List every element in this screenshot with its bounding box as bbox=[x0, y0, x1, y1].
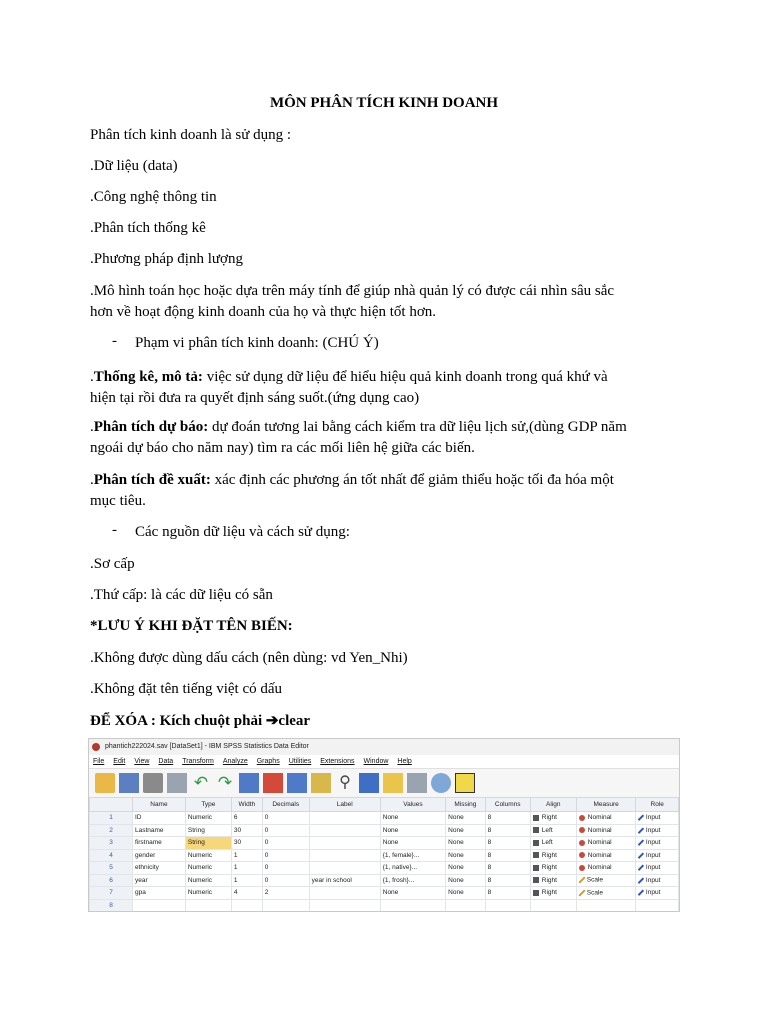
cell-type[interactable] bbox=[185, 837, 231, 850]
cell-missing[interactable] bbox=[446, 812, 485, 825]
delete-heading: ĐỂ XÓA : Kích chuột phải ➔clear bbox=[90, 713, 311, 729]
cell-measure[interactable] bbox=[576, 874, 636, 887]
input-arrow-icon bbox=[638, 852, 644, 858]
cell-type[interactable] bbox=[185, 887, 231, 900]
cell-text: ID bbox=[135, 814, 142, 822]
menu-window[interactable]: Window bbox=[363, 758, 389, 765]
cell-values[interactable] bbox=[380, 887, 445, 900]
split-file-icon[interactable] bbox=[383, 773, 403, 793]
cell-role[interactable] bbox=[636, 824, 679, 837]
cell-values[interactable] bbox=[380, 812, 445, 825]
note-heading: *LƯU Ý KHI ĐẶT TÊN BIẾN: bbox=[90, 618, 293, 634]
menu-graphs[interactable]: Graphs bbox=[256, 758, 280, 765]
cell-text: Nominal bbox=[587, 851, 612, 859]
cell-measure[interactable] bbox=[576, 899, 636, 912]
cell-text: Right bbox=[541, 889, 557, 897]
cell-text: 0 bbox=[264, 826, 269, 834]
nominal-icon bbox=[579, 815, 585, 821]
cell-name[interactable] bbox=[133, 874, 186, 887]
cell-role[interactable] bbox=[636, 874, 679, 887]
cell-decimals[interactable] bbox=[262, 837, 309, 850]
cell-align[interactable] bbox=[530, 887, 576, 900]
prop-label: Phân tích đề xuất: bbox=[93, 472, 211, 488]
cell-text: 1 bbox=[233, 876, 238, 884]
cell-columns[interactable] bbox=[485, 862, 530, 875]
cell-missing[interactable] bbox=[446, 887, 485, 900]
cell-text: Input bbox=[645, 814, 661, 822]
cell-label[interactable] bbox=[309, 812, 380, 825]
cell-role[interactable] bbox=[636, 837, 679, 850]
cell-text: 8 bbox=[487, 826, 492, 834]
cell-missing[interactable] bbox=[446, 899, 485, 912]
prop-text: xác định các phương án tốt nhất để giảm thiểu hoặc tối đa hóa một bbox=[210, 472, 614, 488]
cell-decimals[interactable] bbox=[262, 824, 309, 837]
menu-transform[interactable]: Transform bbox=[182, 758, 214, 765]
paragraph-line bbox=[90, 366, 608, 388]
row-number[interactable]: 7 bbox=[90, 887, 133, 900]
cell-measure[interactable] bbox=[576, 824, 636, 837]
cell-text: Right bbox=[541, 864, 557, 872]
cell-text: 30 bbox=[233, 826, 242, 834]
paragraph-line: hiện tại rồi đưa ra quyết định sáng suốt.(ứng dụng cao) bbox=[90, 390, 420, 406]
cell-values[interactable] bbox=[380, 837, 445, 850]
cell-text: 8 bbox=[487, 814, 492, 822]
cell-name[interactable] bbox=[133, 837, 186, 850]
cell-measure[interactable] bbox=[576, 849, 636, 862]
cell-measure[interactable] bbox=[576, 837, 636, 850]
cell-width[interactable] bbox=[231, 887, 262, 900]
cell-text: Nominal bbox=[587, 864, 612, 872]
column-header[interactable]: Columns bbox=[485, 798, 530, 812]
menu-bar bbox=[89, 755, 679, 769]
cell-width[interactable] bbox=[231, 849, 262, 862]
column-header[interactable]: Values bbox=[380, 798, 445, 812]
table-row[interactable] bbox=[90, 812, 679, 825]
align-icon bbox=[533, 815, 539, 821]
column-header[interactable]: Type bbox=[185, 798, 231, 812]
cell-columns[interactable] bbox=[485, 887, 530, 900]
cell-text: Input bbox=[645, 864, 661, 872]
cell-text: None bbox=[448, 876, 464, 884]
cell-text: year in school bbox=[311, 876, 352, 884]
cell-text: 1 bbox=[233, 864, 238, 872]
cell-columns[interactable] bbox=[485, 874, 530, 887]
go-to-variable-icon[interactable] bbox=[263, 773, 283, 793]
bullet-dash: - bbox=[112, 333, 117, 349]
cell-align[interactable] bbox=[530, 899, 576, 912]
column-header[interactable]: Align bbox=[530, 798, 576, 812]
cell-columns[interactable] bbox=[485, 824, 530, 837]
spss-app-icon bbox=[92, 743, 100, 751]
undo-icon[interactable]: ↶ bbox=[193, 773, 209, 792]
cell-name[interactable] bbox=[133, 899, 186, 912]
cell-label[interactable] bbox=[309, 862, 380, 875]
table-row[interactable] bbox=[90, 874, 679, 887]
cell-values[interactable] bbox=[380, 849, 445, 862]
nominal-icon bbox=[579, 865, 585, 871]
cell-text: String bbox=[187, 826, 205, 834]
spss-screenshot bbox=[88, 738, 680, 912]
row-number[interactable]: 8 bbox=[90, 899, 133, 912]
open-folder-icon[interactable] bbox=[95, 773, 115, 793]
cell-values[interactable] bbox=[380, 899, 445, 912]
sources-heading: Các nguồn dữ liệu và cách sử dụng: bbox=[135, 524, 350, 540]
window-titlebar bbox=[89, 739, 679, 755]
cell-width[interactable] bbox=[231, 862, 262, 875]
corner-cell bbox=[90, 798, 133, 812]
cell-align[interactable] bbox=[530, 874, 576, 887]
desc-text: việc sử dụng dữ liệu để hiểu hiệu quả kinh doanh trong quá khứ và bbox=[202, 369, 608, 385]
cell-text: Input bbox=[645, 839, 661, 847]
table-row[interactable] bbox=[90, 887, 679, 900]
cell-label[interactable] bbox=[309, 899, 380, 912]
find-icon[interactable] bbox=[311, 773, 331, 793]
cell-text: 4 bbox=[233, 889, 238, 897]
cell-text: 30 bbox=[233, 839, 242, 847]
cell-width[interactable] bbox=[231, 899, 262, 912]
bullet-dash: - bbox=[112, 522, 117, 538]
cell-text: 0 bbox=[264, 851, 269, 859]
cell-text: {1, female}... bbox=[382, 851, 420, 859]
use-variable-sets-icon[interactable] bbox=[455, 773, 475, 793]
cell-missing[interactable] bbox=[446, 874, 485, 887]
paragraph-line: hơn về hoạt động kinh doanh của họ và thực hiện tốt hơn. bbox=[90, 304, 437, 320]
list-item: .Phân tích thống kê bbox=[90, 220, 206, 236]
cell-role[interactable] bbox=[636, 849, 679, 862]
menu-file[interactable]: File bbox=[93, 758, 105, 765]
paragraph-line bbox=[90, 469, 614, 491]
cell-text: year bbox=[135, 876, 148, 884]
column-header[interactable]: Role bbox=[636, 798, 679, 812]
cell-text: Numeric bbox=[187, 889, 213, 897]
cell-values[interactable] bbox=[380, 862, 445, 875]
cell-text: None bbox=[448, 839, 464, 847]
cell-text: Scale bbox=[586, 889, 604, 897]
cell-columns[interactable] bbox=[485, 899, 530, 912]
cell-missing[interactable] bbox=[446, 824, 485, 837]
cell-role[interactable] bbox=[636, 812, 679, 825]
cell-text: Input bbox=[645, 826, 661, 834]
cell-text: None bbox=[382, 839, 399, 847]
cell-width[interactable] bbox=[231, 812, 262, 825]
nominal-icon bbox=[579, 852, 585, 858]
column-header[interactable]: Name bbox=[133, 798, 186, 812]
cell-decimals[interactable] bbox=[262, 874, 309, 887]
cell-text: Numeric bbox=[187, 814, 213, 822]
list-item: .Phương pháp định lượng bbox=[90, 251, 243, 267]
cell-text: None bbox=[448, 864, 464, 872]
row-number[interactable]: 3 bbox=[90, 837, 133, 850]
print-icon[interactable] bbox=[143, 773, 163, 793]
cell-text: 8 bbox=[487, 851, 492, 859]
cell-measure[interactable] bbox=[576, 862, 636, 875]
cell-name[interactable] bbox=[133, 887, 186, 900]
desc-prefix: . bbox=[90, 369, 94, 385]
paragraph-line: ngoái dự báo cho năm nay) tìm ra các mối liên hệ giữa các biến. bbox=[90, 440, 475, 456]
cell-text: Nominal bbox=[587, 839, 612, 847]
row-number[interactable]: 2 bbox=[90, 824, 133, 837]
cell-text: String bbox=[187, 839, 205, 847]
cell-type[interactable] bbox=[185, 874, 231, 887]
recall-dialog-icon[interactable] bbox=[167, 773, 187, 793]
align-icon bbox=[533, 840, 539, 846]
cell-text: None bbox=[382, 814, 399, 822]
cell-text: Right bbox=[541, 851, 557, 859]
cell-align[interactable] bbox=[530, 812, 576, 825]
cell-decimals[interactable] bbox=[262, 812, 309, 825]
cell-text: Input bbox=[645, 851, 661, 859]
toolbar bbox=[89, 769, 679, 798]
cell-text: 8 bbox=[487, 889, 492, 897]
menu-analyze[interactable]: Analyze bbox=[222, 758, 248, 765]
cell-text: Scale bbox=[586, 876, 604, 884]
cell-text: None bbox=[382, 826, 399, 834]
list-item: .Sơ cấp bbox=[90, 556, 135, 572]
menu-view[interactable]: View bbox=[134, 758, 150, 765]
cell-values[interactable] bbox=[380, 824, 445, 837]
cell-label[interactable] bbox=[309, 874, 380, 887]
cell-name[interactable] bbox=[133, 812, 186, 825]
value-labels-icon[interactable] bbox=[431, 773, 451, 793]
cell-decimals[interactable] bbox=[262, 862, 309, 875]
pred-label: Phân tích dự báo: bbox=[93, 419, 209, 435]
cell-text: Left bbox=[541, 826, 553, 834]
row-number[interactable]: 1 bbox=[90, 812, 133, 825]
cell-text: Left bbox=[541, 839, 553, 847]
list-item: .Dữ liệu (data) bbox=[90, 158, 178, 174]
cell-width[interactable] bbox=[231, 824, 262, 837]
cell-role[interactable] bbox=[636, 887, 679, 900]
cell-role[interactable] bbox=[636, 862, 679, 875]
cell-text: Nominal bbox=[587, 826, 612, 834]
row-number[interactable]: 6 bbox=[90, 874, 133, 887]
input-arrow-icon bbox=[638, 827, 644, 833]
list-item: .Công nghệ thông tin bbox=[90, 189, 217, 205]
row-number[interactable]: 5 bbox=[90, 862, 133, 875]
ruler-icon bbox=[578, 889, 585, 896]
cell-text: 8 bbox=[487, 839, 492, 847]
cell-text: None bbox=[448, 889, 464, 897]
cell-text: 1 bbox=[233, 851, 238, 859]
paragraph-line bbox=[90, 416, 627, 438]
redo-icon[interactable]: ↷ bbox=[217, 773, 233, 792]
cell-text: None bbox=[382, 889, 399, 897]
align-icon bbox=[533, 890, 539, 896]
cell-text: 0 bbox=[264, 839, 269, 847]
insert-cases-icon[interactable] bbox=[359, 773, 379, 793]
cell-decimals[interactable] bbox=[262, 899, 309, 912]
list-item: .Thứ cấp: là các dữ liệu có sẵn bbox=[90, 587, 273, 603]
cell-values[interactable] bbox=[380, 874, 445, 887]
scope-heading: Phạm vi phân tích kinh doanh: (CHÚ Ý) bbox=[135, 335, 379, 351]
cell-columns[interactable] bbox=[485, 837, 530, 850]
cell-missing[interactable] bbox=[446, 849, 485, 862]
variable-view-grid bbox=[89, 797, 679, 912]
cell-text: 0 bbox=[264, 814, 269, 822]
input-arrow-icon bbox=[638, 890, 644, 896]
go-to-case-icon[interactable] bbox=[239, 773, 259, 793]
cell-measure[interactable] bbox=[576, 812, 636, 825]
cell-align[interactable] bbox=[530, 824, 576, 837]
cell-text: gender bbox=[135, 851, 156, 859]
cell-text: Right bbox=[541, 876, 557, 884]
column-header[interactable]: Measure bbox=[576, 798, 636, 812]
input-arrow-icon bbox=[638, 877, 644, 883]
cell-columns[interactable] bbox=[485, 849, 530, 862]
cell-type[interactable] bbox=[185, 824, 231, 837]
input-arrow-icon bbox=[638, 865, 644, 871]
table-row[interactable] bbox=[90, 862, 679, 875]
column-header[interactable]: Decimals bbox=[262, 798, 309, 812]
cell-text: {1, native}... bbox=[382, 864, 418, 872]
menu-edit[interactable]: Edit bbox=[113, 758, 126, 765]
window-title: phantich222024.sav [DataSet1] - IBM SPSS Statistics Data Editor bbox=[105, 743, 309, 750]
cell-columns[interactable] bbox=[485, 812, 530, 825]
cell-text: Right bbox=[541, 814, 557, 822]
menu-extensions[interactable]: Extensions bbox=[320, 758, 355, 765]
cell-type[interactable] bbox=[185, 899, 231, 912]
cell-text: 2 bbox=[264, 889, 269, 897]
cell-name[interactable] bbox=[133, 862, 186, 875]
cell-text: ethnicity bbox=[135, 864, 159, 872]
align-icon bbox=[533, 852, 539, 858]
list-item: .Không đặt tên tiếng việt có dấu bbox=[90, 681, 283, 697]
cell-text: Input bbox=[645, 889, 661, 897]
cell-decimals[interactable] bbox=[262, 849, 309, 862]
column-header[interactable]: Width bbox=[231, 798, 262, 812]
page-title: MÔN PHÂN TÍCH KINH DOANH bbox=[269, 95, 499, 111]
list-item: .Không được dùng dấu cách (nên dùng: vd Yen_Nhi) bbox=[90, 650, 408, 666]
input-arrow-icon bbox=[638, 815, 644, 821]
cell-width[interactable] bbox=[231, 837, 262, 850]
table-row[interactable] bbox=[90, 837, 679, 850]
cell-align[interactable] bbox=[530, 837, 576, 850]
cell-type[interactable] bbox=[185, 812, 231, 825]
cell-text: None bbox=[448, 814, 464, 822]
cell-text: {1, frosh}... bbox=[382, 876, 415, 884]
align-icon bbox=[533, 827, 539, 833]
menu-utilities[interactable]: Utilities bbox=[288, 758, 312, 765]
cell-text: Nominal bbox=[587, 814, 612, 822]
binoculars-icon[interactable]: ⚲ bbox=[339, 774, 351, 791]
align-icon bbox=[533, 865, 539, 871]
pred-prefix: . bbox=[90, 419, 94, 435]
cell-text: gpa bbox=[135, 889, 146, 897]
desc-label: Thống kê, mô tả: bbox=[93, 369, 203, 385]
intro-text: Phân tích kinh doanh là sử dụng : bbox=[90, 127, 292, 143]
cell-text: 6 bbox=[233, 814, 238, 822]
cell-label[interactable] bbox=[309, 849, 380, 862]
align-icon bbox=[533, 877, 539, 883]
cell-label[interactable] bbox=[309, 824, 380, 837]
cell-measure[interactable] bbox=[576, 887, 636, 900]
column-header[interactable]: Label bbox=[309, 798, 380, 812]
nominal-icon bbox=[579, 840, 585, 846]
cell-text: firstname bbox=[135, 839, 162, 847]
cell-text: 8 bbox=[487, 876, 492, 884]
cell-text: 0 bbox=[264, 876, 269, 884]
cell-text: None bbox=[448, 826, 464, 834]
cell-text: Numeric bbox=[187, 864, 213, 872]
pred-text: dự đoán tương lai bằng cách kiểm tra dữ liệu lịch sử,(dùng GDP năm bbox=[208, 419, 627, 435]
cell-type[interactable] bbox=[185, 862, 231, 875]
cell-decimals[interactable] bbox=[262, 887, 309, 900]
cell-name[interactable] bbox=[133, 849, 186, 862]
save-icon[interactable] bbox=[119, 773, 139, 793]
cell-width[interactable] bbox=[231, 874, 262, 887]
table-row[interactable] bbox=[90, 849, 679, 862]
cell-align[interactable] bbox=[530, 849, 576, 862]
input-arrow-icon bbox=[638, 840, 644, 846]
weight-cases-icon[interactable] bbox=[407, 773, 427, 793]
cell-label[interactable] bbox=[309, 887, 380, 900]
cell-text: Numeric bbox=[187, 876, 213, 884]
paragraph-line: .Mô hình toán học hoặc dựa trên máy tính để giúp nhà quản lý có được cái nhìn sâu sắc bbox=[90, 283, 615, 299]
cell-type[interactable] bbox=[185, 849, 231, 862]
cell-text: None bbox=[448, 851, 464, 859]
menu-data[interactable]: Data bbox=[158, 758, 174, 765]
cell-text: 8 bbox=[487, 864, 492, 872]
nominal-icon bbox=[579, 827, 585, 833]
table-row[interactable] bbox=[90, 824, 679, 837]
cell-missing[interactable] bbox=[446, 837, 485, 850]
menu-help[interactable]: Help bbox=[397, 758, 412, 765]
cell-align[interactable] bbox=[530, 862, 576, 875]
cell-label[interactable] bbox=[309, 837, 380, 850]
row-number[interactable]: 4 bbox=[90, 849, 133, 862]
cell-text: Lastname bbox=[135, 826, 164, 834]
ruler-icon bbox=[578, 877, 585, 884]
cell-text: Numeric bbox=[187, 851, 213, 859]
cell-name[interactable] bbox=[133, 824, 186, 837]
cell-text: 0 bbox=[264, 864, 269, 872]
cell-text: Input bbox=[645, 876, 661, 884]
paragraph-line: mục tiêu. bbox=[90, 493, 146, 509]
table-row[interactable] bbox=[90, 899, 679, 912]
cell-role[interactable] bbox=[636, 899, 679, 912]
prop-prefix: . bbox=[90, 472, 94, 488]
variables-icon[interactable] bbox=[287, 773, 307, 793]
cell-missing[interactable] bbox=[446, 862, 485, 875]
column-header[interactable]: Missing bbox=[446, 798, 485, 812]
